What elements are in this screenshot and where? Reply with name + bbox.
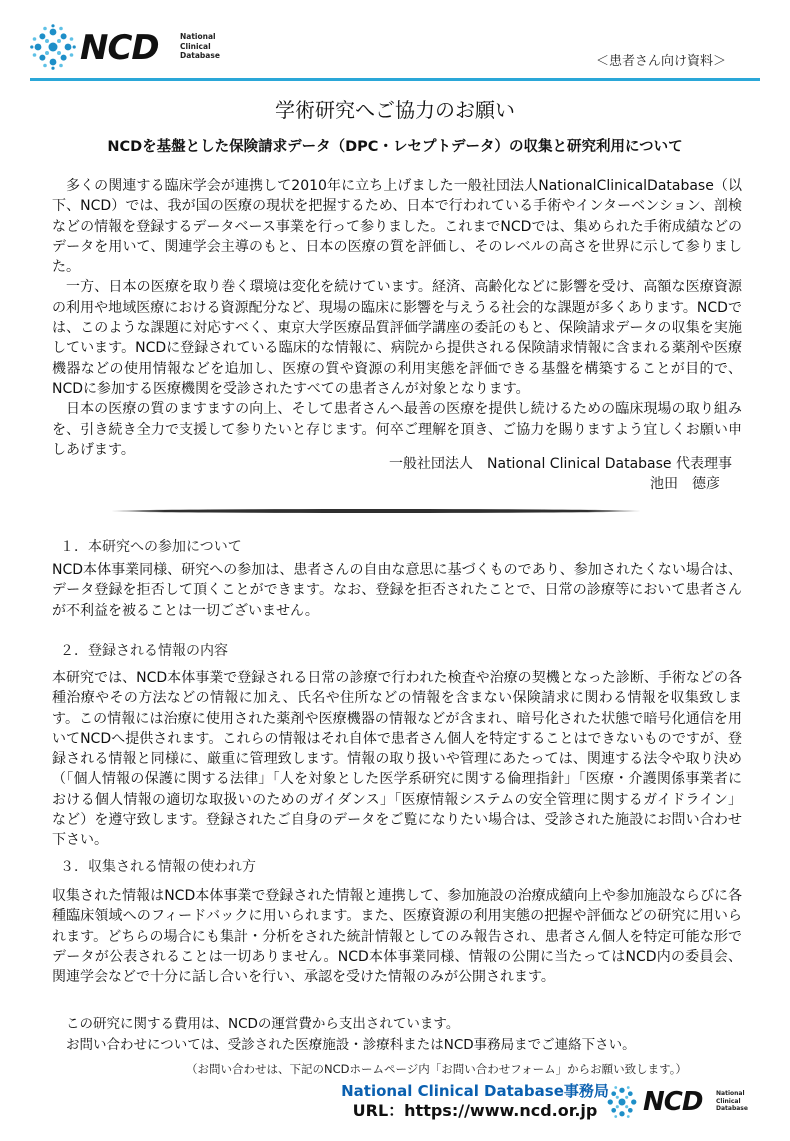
section-body: 収集された情報はNCD本体事業で登録された情報と連携して、参加施設の治療成績向上や参加施設ならびに各種臨床領域へのフィードバックに用いられます。また、医療資源の利用実態の把握や評価などの研究に用いられます。どちらの場合にも集計・分析をされた統計情報としてのみ報告され、患者さん個人を特定可能な形でデータが公表されることは一切ありません。NCD本体事業同様、情報の公開に当たってはNCD内の委員会、関連学会などで十分に話し合いを行い、承認を受けた情報のみが公開されます。 xyxy=(52,888,742,986)
section-body: 本研究では、NCD本体事業で登録される日常の診療で行われた検査や治療の契機となった診断、手術などの各種治療やその方法などの情報に加え、氏名や住所などの情報を含まない保険請求に関わる情報を収集致します。この情報には治療に使用された薬剤や医療機器の情報などが含まれ、暗号化された状態で暗号化通信を用いてNCDへ提供されます。これらの情報はそれ自体で患者さん個人を特定することはできないものですが、登録される情報と同様に、厳重に管理致します。情報の取り扱いや管理にあたっては、関連する法令や取り決め（「個人情報の保護に関する法律」「人を対象とした医学系研究に関する倫理指針」「医療・介護関係事業者における個人情報の適切な取扱いのためのガイダンス」「医療情報システムの安全管理に関するガイドライン」など）を遵守致します。登録されたご自身のデータをご覧になりたい場合は、受診された施設にお問い合わせ下さい。 xyxy=(52,670,742,849)
intro-paragraph: 日本の医療の質のますますの向上、そして患者さんへ最善の医療を提供し続けるための臨床現場の取り組みを、引き続き全力で支援して参りたいと存じます。何卒ご理解を頂き、ご協力を賜りますよう宜しくお願い申しあげます。 xyxy=(52,401,742,458)
page-title: 学術研究へご協力のお願い xyxy=(275,98,515,122)
section-body: NCD本体事業同様、研究への参加は、患者さんの自由な意思に基づくものであり、参加されたくない場合は、データ登録を拒否して頂くことができます。なお、登録を拒否されたことで、日常の診療等において患者さんが不利益を被ることは一切ございません。 xyxy=(52,562,742,619)
ncd-logo xyxy=(30,24,230,70)
signature-name: 池田 德彦 xyxy=(650,476,720,493)
section-heading: １．本研究への参加について xyxy=(60,539,242,555)
intro-paragraph: 多くの関連する臨床学会が連携して2010年に立ち上げました一般社団法人NationalClinicalDatabase（以下、NCD）では、我が国の医療の現状を把握するため、日本で行われている手術やインターベンション、剖検などの情報を登録するデータベース事業を行って参りました。これまでNCDでは、集められた手術成績などのデータを用いて、関連学会主導のもと、日本の医療の質を評価し、そのレベルの高さを世界に示して参りました。 xyxy=(52,178,742,276)
section-heading: ３．収集される情報の使われ方 xyxy=(60,859,256,875)
intro-text xyxy=(52,176,742,460)
page-subtitle: NCDを基盤とした保険請求データ（DPC・レセプトデータ）の収集と研究利用について xyxy=(107,139,683,155)
website-link[interactable]: URL：https://www.ncd.or.jp xyxy=(352,1101,598,1120)
signature-org: 一般社団法人 National Clinical Database 代表理事 xyxy=(389,456,732,472)
closing-text xyxy=(66,1014,636,1056)
logo-wordmark: NCD xyxy=(80,28,159,68)
cost-statement: この研究に関する費用は、NCDの運営費から支出されています。 xyxy=(66,1016,460,1032)
ncd-dot-logo-icon xyxy=(604,1084,640,1120)
office-info xyxy=(340,1082,610,1120)
document-type-label: ＜患者さん向け資料＞ xyxy=(595,54,726,69)
section-heading: ２．登録される情報の内容 xyxy=(60,643,228,659)
ncd-dot-logo-icon xyxy=(30,24,76,70)
signature-block xyxy=(389,454,732,495)
contact-note: （お問い合わせは、下記のNCDホームページ内「お問い合わせフォーム」からお願い致します。） xyxy=(186,1062,688,1076)
logo-wordmark: NCD xyxy=(643,1087,703,1117)
intro-paragraph: 一方、日本の医療を取り巻く環境は変化を続けています。経済、高齢化などに影響を受け、高額な医療資源の利用や地域医療における資源配分など、現場の臨床に影響を与えうる社会的な課題が多くあります。NCDでは、このような課題に対応すべく、東京大学医療品質評価学講座の委託のもと、保険請求データの収集を実施しています。NCDに登録されている臨床的な情報に、病院から提供される保険請求情報に含まれる薬剤や医療機器などの使用情報などを追加し、医療の質や資源の利用実態を評価できる基盤を構築することが目的で、NCDに参加する医療機関を受診されたすべての患者さんが対象となります。 xyxy=(52,279,742,397)
section-divider xyxy=(112,509,640,513)
footer-ncd-logo xyxy=(604,1084,764,1120)
contact-statement: お問い合わせについては、受診された医療施設・診療科またはNCD事務局までご連絡下さい。 xyxy=(66,1037,636,1053)
office-name: National Clinical Database事務局 xyxy=(341,1082,609,1100)
header-rule xyxy=(30,78,760,81)
logo-subtitle: National Clinical Database xyxy=(180,32,220,60)
logo-subtitle: National Clinical Database xyxy=(716,1090,748,1112)
